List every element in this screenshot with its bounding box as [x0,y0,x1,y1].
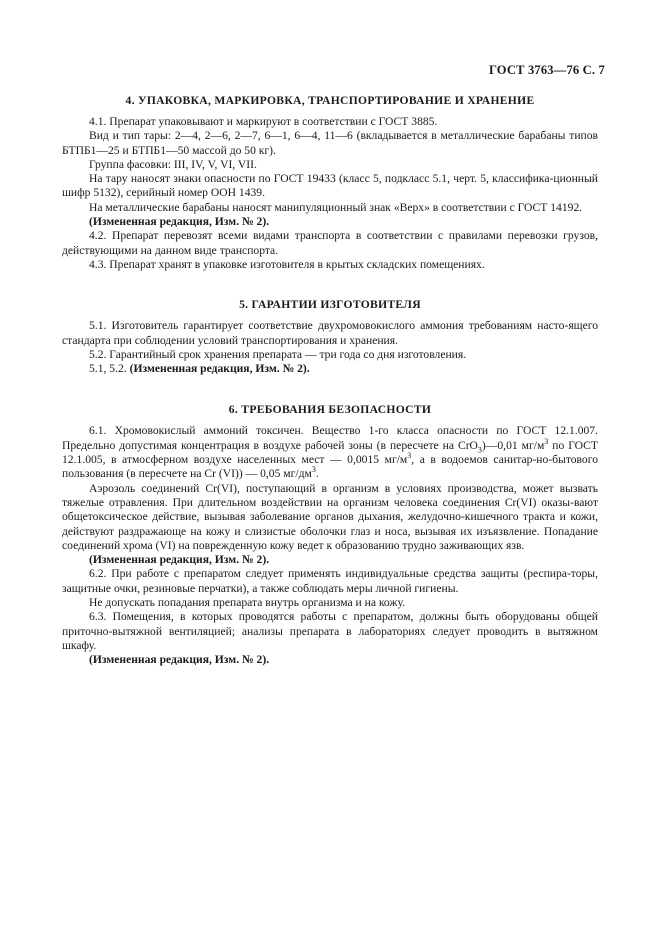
paragraph-znaki: На тару наносят знаки опасности по ГОСТ 19433 (класс 5, подкласс 5.1, черт. 5, классифика-ционный шифр 5132), серийный номер ООН 1439. [62,172,598,200]
paragraph-fasovka: Группа фасовки: III, IV, V, VI, VII. [89,157,257,171]
section-4-title: 4. УПАКОВКА, МАРКИРОВКА, ТРАНСПОРТИРОВАНИЕ И ХРАНЕНИЕ [125,94,535,107]
paragraph-6-3: 6.3. Помещения, в которых проводятся работы с препаратом, должны быть оборудованы общей приточно-вытяжной вентиляцией; анализы препарата в лабораториях следует проводить в вытяжном шкафу. [62,610,598,652]
paragraph-barabany: На металлические барабаны наносят манипуляционный знак «Верх» в соответствии с ГОСТ 14192. [89,200,583,214]
paragraph-4-1: 4.1. Препарат упаковывают и маркируют в соответствии с ГОСТ 3885. [89,115,438,128]
subscript: 3 [477,445,482,455]
amendment-note: (Измененная редакция, Изм. № 2). [89,553,270,567]
paragraph-6-1 [62,424,598,481]
amendment-note: (Измененная редакция, Изм. № 2). [89,653,270,667]
paragraph-4-3: 4.3. Препарат хранят в упаковке изготовителя в крытых складских помещениях. [89,257,485,271]
superscript: 3 [544,436,549,446]
amendment-note: (Измененная редакция, Изм. № 2). [129,362,310,376]
paragraph-5-2: 5.2. Гарантийный срок хранения препарата — три года со дня изготовления. [89,347,467,361]
text-run: по ГОСТ 12.1.005, в атмосферном воздухе населенных мест — 0,0015 мг/м [62,438,598,467]
text-run: )—0,01 мг/м [481,438,545,452]
section-6-body [62,424,598,667]
paragraph-ne-dopuskat: Не допускать попадания препарата внутрь организма и на кожу. [89,596,405,610]
section-5-body [62,319,598,376]
paragraph-6-2: 6.2. При работе с препаратом следует применять индивидуальные средства защиты (респира-торы, защитные очки, резиновые перчатки), а также соблюдать меры личной гигиены. [62,567,598,595]
section-5-title: 5. ГАРАНТИИ ИЗГОТОВИТЕЛЯ [239,298,421,312]
text-run: 6.1. Хромовокислый аммоний токсичен. Вещество 1-го класса опасности по ГОСТ 12.1.007. Предельно допустимая концентрация в воздухе рабочей зоны (в пересчете на CrO [62,424,598,452]
document-body [62,92,598,668]
paragraph-4-2: 4.2. Препарат перевозят всеми видами транспорта в соответствии с правилами перевозки грузов, действующими на данном виде транспорта. [62,229,598,257]
text-run: . [315,467,319,481]
paragraph-5-amend [62,362,598,376]
paragraph-tara: Вид и тип тары: 2—4, 2—6, 2—7, 6—1, 6—4, 11—6 (вкладывается в металлические барабаны типов БТПБ1—25 и БТПБ1—50 массой до 50 кг). [62,129,598,157]
page-header: ГОСТ 3763—76 С. 7 [488,63,605,77]
text-run: , а в водоемов санитар-но-бытового пользования (в пересчете на Cr (VI)) — 0,05 мг/дм [62,453,598,481]
paragraph-5-1: 5.1. Изготовитель гарантирует соответствие двухромовокислого аммония требованиям насто-ящего стандарта при соблюдении условий транспортирования и хранения. [62,319,598,347]
amend-ref: 5.1, 5.2. [89,362,127,376]
paragraph-aerosol: Аэрозоль соединений Cr(VI), поступающий в организм в условиях производства, может вызвать тяжелые отравления. При длительном воздействии на организм человека соединения Cr(VI) оказы-вают общетоксическое действие, вызывая заболевание органов дыхания, желудочно-кишечного тракта и кожи, действуют раздражающе на кожу и слизистые оболочки глаз и носа, вызывая их изъязвление. Попадание соединений хрома (VI) на поврежденную кожу ведет к образованию трудно заживающих язв. [62,481,598,552]
amendment-note: (Измененная редакция, Изм. № 2). [89,215,270,229]
superscript: 3 [407,451,412,461]
superscript: 3 [311,465,316,475]
section-4-body [62,115,598,272]
section-6-title: 6. ТРЕБОВАНИЯ БЕЗОПАСНОСТИ [228,403,432,417]
